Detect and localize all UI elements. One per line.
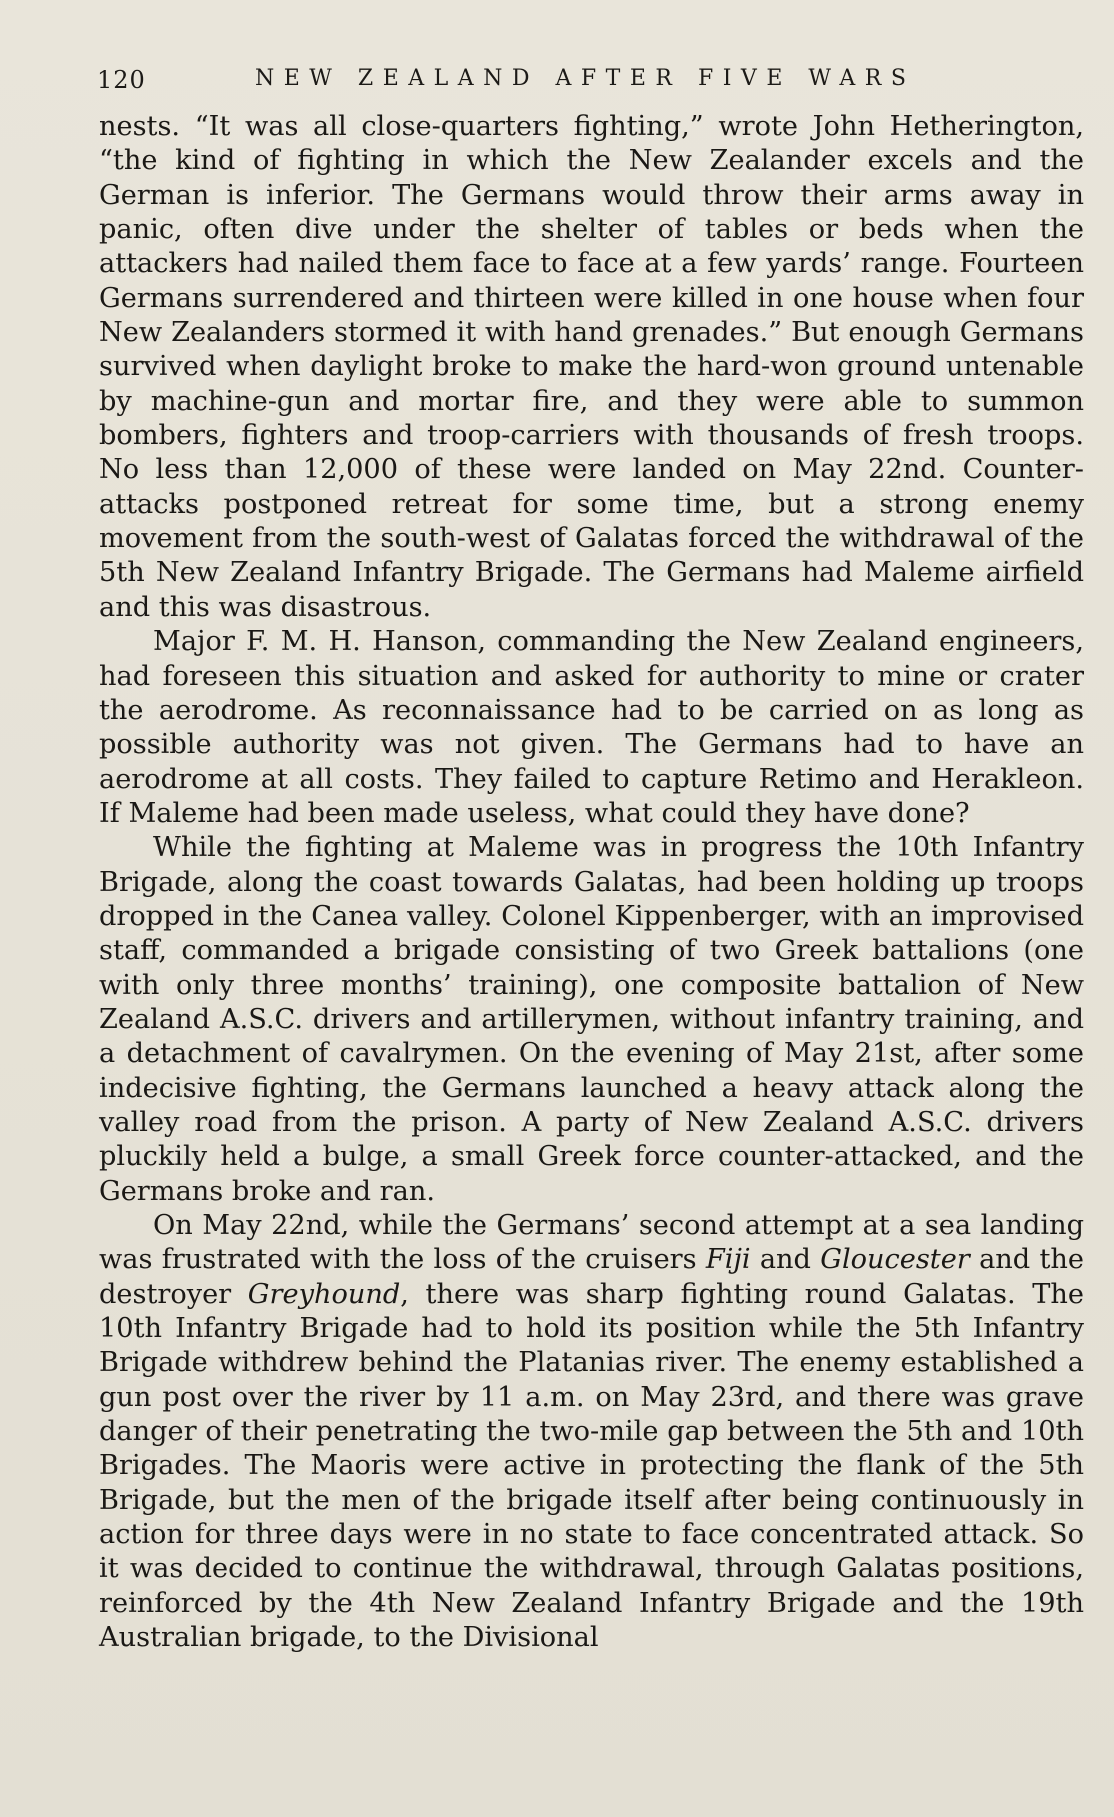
running-head bbox=[97, 60, 1087, 100]
paragraph-4-text-mid-1: and bbox=[750, 1244, 821, 1276]
ship-name-greyhound: Greyhound bbox=[247, 1278, 401, 1310]
ship-name-fiji: Fiji bbox=[705, 1244, 751, 1276]
paragraph-4-text-before: On May 22nd, while the Germans’ second attempt at a sea landing was frustrated with the loss of the cruisers bbox=[99, 1210, 1084, 1276]
paragraph-3: While the fighting at Maleme was in progress the 10th Infantry Brigade, along the coast towards Galatas, had been holding up troops dropped in the Canea valley. Colonel Kippenberger, with an improvised staff, commanded a brigade consisting of two Greek battalions (one with only three months’ training), one composite battalion of New Zealand A.S.C. drivers and artillerymen, without infantry training, and a detachment of cavalrymen. On the evening of May 21st, after some indecisive fighting, the Germans launched a heavy attack along the valley road from the prison. A party of New Zealand A.S.C. drivers pluckily held a bulge, a small Greek force counter-attacked, and the Germans broke and ran. bbox=[99, 832, 1084, 1207]
page-number: 120 bbox=[97, 66, 146, 94]
paragraph-1: nests. “It was all close-quarters fighting,” wrote John Hetherington, “the kind of fighting in which the New Zealander excels and the German is inferior. The Germans would throw their arms away in panic, often dive under the shelter of tables or beds when the attackers had nailed them face to face at a few yards’ range. Fourteen Germans surrendered and thirteen were killed in one house when four New Zealanders stormed it with hand grenades.” But enough Germans survived when daylight broke to make the hard-won ground untenable by machine-gun and mortar fire, and they were able to summon bombers, fighters and troop-carriers with thousands of fresh troops. No less than 12,000 of these were landed on May 22nd. Counter-attacks postponed retreat for some time, but a strong enemy movement from the south-west of Galatas forced the withdrawal of the 5th New Zealand Infantry Brigade. The Germans had Maleme airfield and this was disastrous. bbox=[99, 111, 1084, 623]
body-text bbox=[99, 110, 1084, 1655]
ship-name-gloucester: Gloucester bbox=[820, 1244, 970, 1276]
book-title: NEW ZEALAND AFTER FIVE WARS bbox=[255, 66, 916, 91]
paragraph-2: Major F. M. H. Hanson, commanding the New Zealand engineers, had foreseen this situation and asked for authority to mine or crater the aerodrome. As reconnaissance had to be carried on as long as possible authority was not given. The Germans had to have an aerodrome at all costs. They failed to capture Retimo and Herakleon. If Maleme had been made useless, what could they have done? bbox=[99, 626, 1084, 829]
paragraph-4-text-after: , there was sharp fighting round Galatas. The 10th Infantry Brigade had to hold its position while the 5th Infantry Brigade withdrew behind the Platanias river. The enemy established a gun post over the river by 11 a.m. on May 23rd, and there was grave danger of their penetrating the two-mile gap between the 5th and 10th Brigades. The Maoris were active in protecting the flank of the 5th Brigade, but the men of the brigade itself after being continuously in action for three days were in no state to face concentrated attack. So it was decided to continue the withdrawal, through Galatas positions, reinforced by the 4th New Zealand Infantry Brigade and the 19th Australian brigade, to the Divisional bbox=[99, 1278, 1084, 1654]
paragraph-4 bbox=[99, 1209, 1084, 1655]
paragraph-4-text-mid-2: and the destroyer bbox=[99, 1244, 1084, 1310]
